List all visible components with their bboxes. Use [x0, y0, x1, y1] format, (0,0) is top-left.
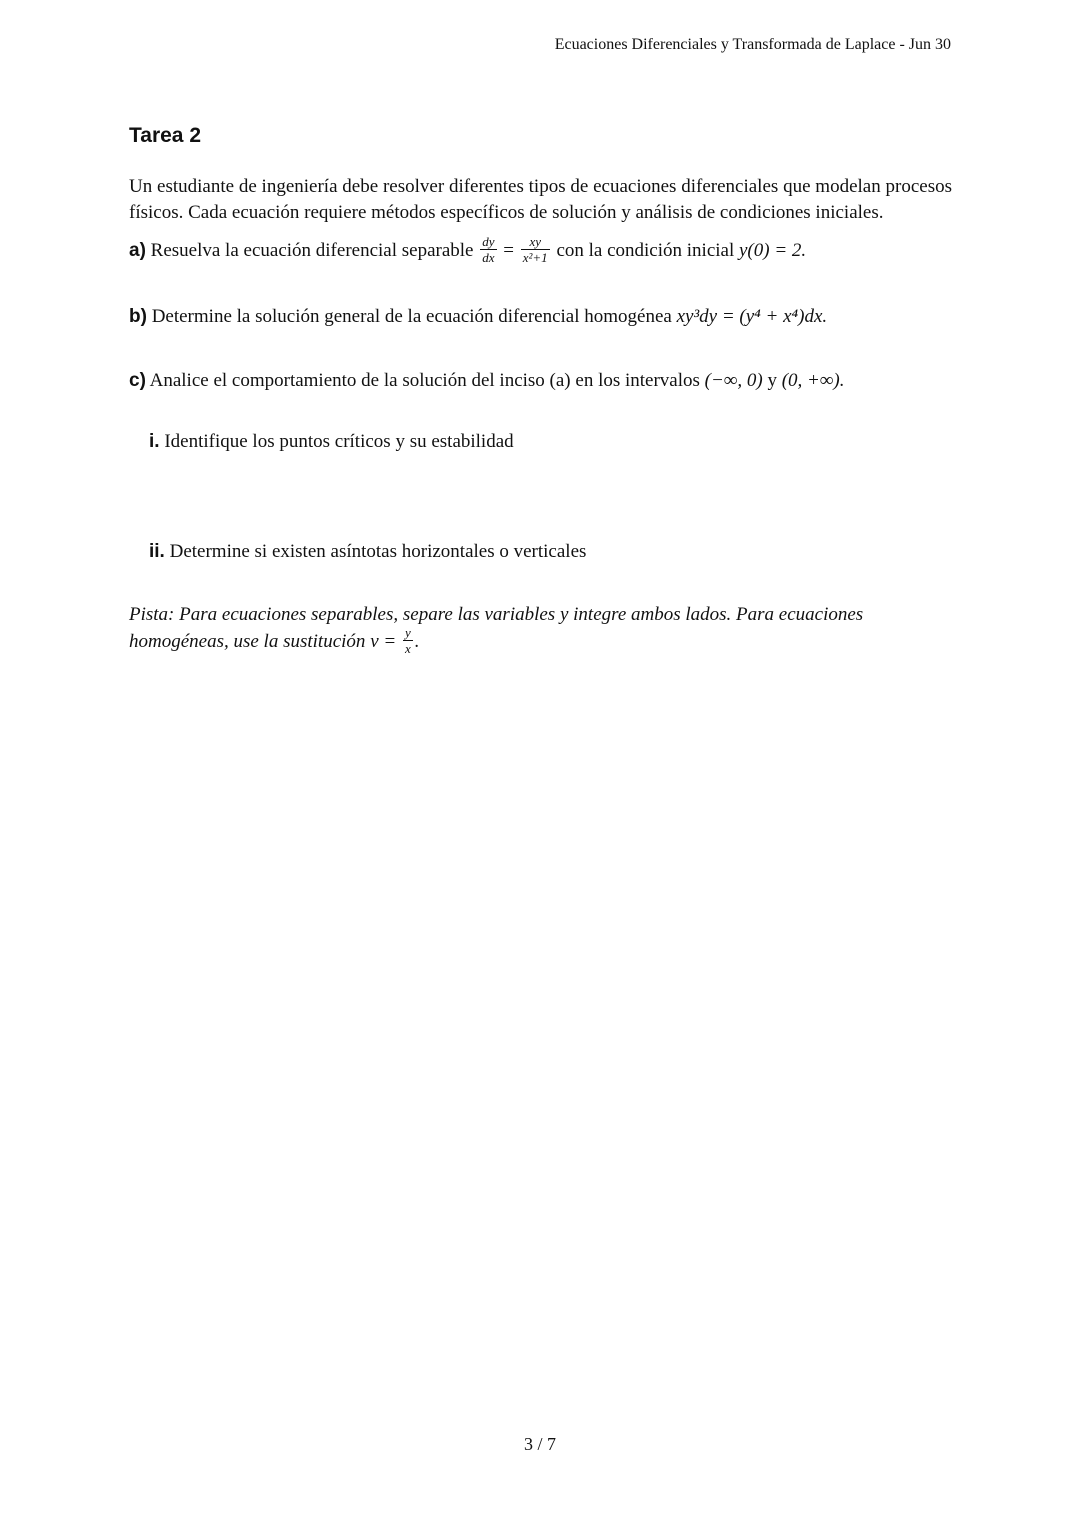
page-number: 3 / 7: [523, 1434, 556, 1454]
subitem-ii-label: ii.: [149, 541, 165, 562]
hint-numerator: y: [404, 625, 411, 640]
hint-denominator: x: [404, 641, 411, 656]
running-header: Ecuaciones Diferenciales y Transformada de Laplace - Jun 30: [554, 36, 951, 53]
item-a-lhs-fraction: [480, 235, 496, 264]
subitem-ii: [129, 539, 952, 565]
item-c-interval-2: (0, +∞).: [781, 370, 845, 391]
hint: [129, 602, 952, 657]
item-a-lhs-denominator: dx: [482, 250, 495, 265]
subitem-i: [129, 429, 952, 455]
item-c-conjunction: y: [767, 370, 777, 391]
item-a: [129, 234, 952, 266]
item-a-label: a): [129, 239, 146, 261]
hint-text: Pista: Para ecuaciones separables, separe las variables y integre ambos lados. Para ecuaciones homogéneas, use la sustitución: [129, 604, 864, 652]
item-a-lhs-numerator: dy: [482, 234, 495, 249]
subitem-i-label: i.: [149, 431, 160, 452]
item-c-text: Analice el comportamiento de la solución del inciso (a) en los intervalos: [149, 370, 700, 391]
page-content: [129, 122, 952, 657]
item-a-rhs-fraction: [521, 235, 550, 264]
item-c-label: c): [129, 370, 146, 391]
subitem-i-text: Identifique los puntos críticos y su estabilidad: [164, 431, 514, 452]
subitem-ii-text: Determine si existen asíntotas horizontales o verticales: [169, 541, 587, 562]
hint-end: .: [414, 630, 420, 652]
item-a-rhs-denominator: x²+1: [522, 250, 548, 265]
item-b-text: Determine la solución general de la ecuación diferencial homogénea: [151, 306, 672, 327]
item-a-rhs-numerator: xy: [521, 235, 550, 250]
item-b: [129, 304, 952, 330]
item-c: [129, 368, 952, 394]
hint-fraction: [403, 626, 413, 655]
item-a-condition: y(0) = 2.: [739, 239, 807, 261]
item-b-label: b): [129, 306, 147, 327]
hint-substitution-var: v =: [370, 630, 397, 652]
item-a-text: Resuelva la ecuación diferencial separable: [150, 239, 474, 261]
item-a-equals: =: [503, 239, 514, 261]
item-c-interval-1: (−∞, 0): [704, 370, 763, 391]
task-intro: Un estudiante de ingeniería debe resolver diferentes tipos de ecuaciones diferenciales que modelan procesos físicos. Cada ecuación requiere métodos específicos de solución y análisis de condiciones iniciales.: [129, 176, 952, 223]
item-a-text-after: con la condición inicial: [556, 239, 735, 261]
task-title: Tarea 2: [129, 124, 201, 147]
item-b-equation: xy³dy = (y⁴ + x⁴)dx.: [676, 306, 828, 327]
